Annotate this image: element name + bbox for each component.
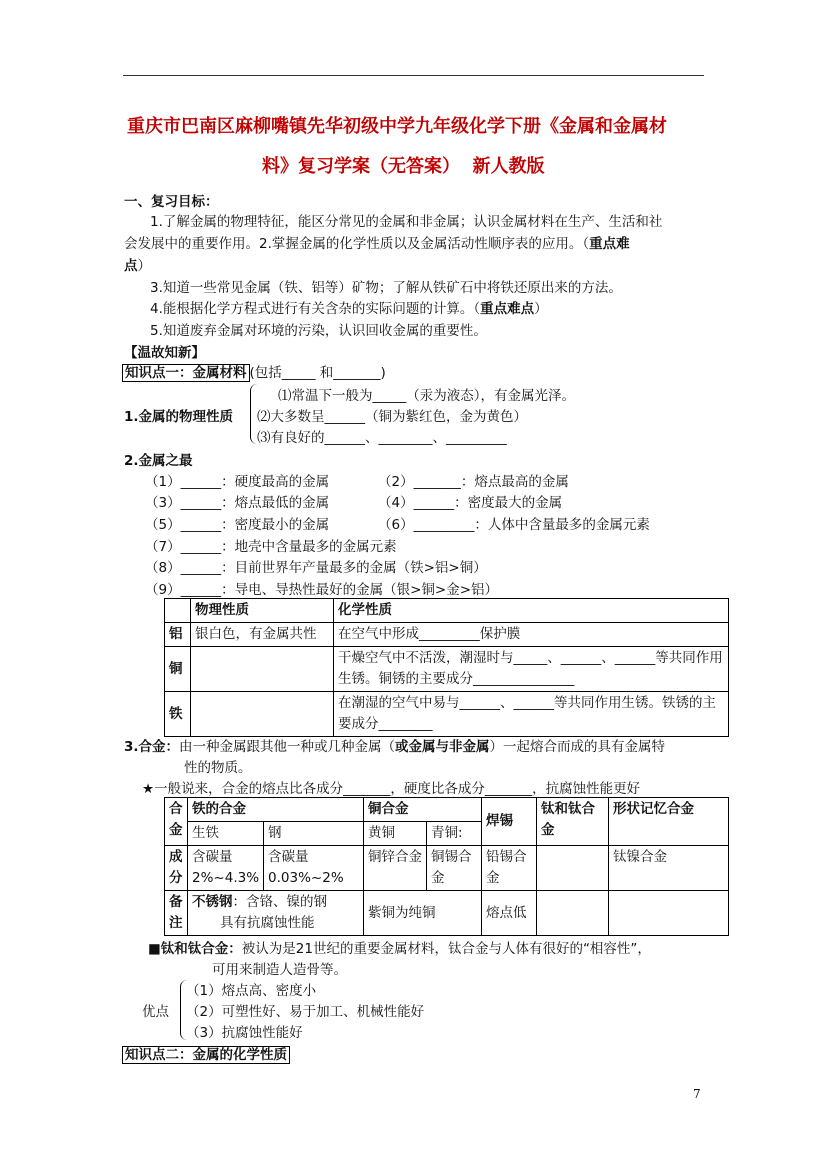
most-item: （6）_________：人体中含量最多的金属元素 — [378, 517, 650, 533]
advantage-item: （2）可塑性好、易于加工、机械性能好 — [186, 1004, 425, 1020]
metal-name: 铝 — [165, 623, 191, 647]
advantage-item: （3）抗腐蚀性能好 — [186, 1025, 303, 1041]
table-cell: 紫铜为纯铜 — [364, 891, 482, 936]
goal-line4: 3.知道一些常见金属（铁、铝等）矿物；了解从铁矿石中将铁还原出来的方法。 — [150, 280, 622, 296]
table-cell — [537, 846, 609, 891]
phys-cell: 银白色，有金属共性 — [191, 623, 334, 647]
titanium-note-cont: 可用来制造人造骨等。 — [212, 962, 347, 978]
alloy-definition-cont: 性的物质。 — [184, 760, 252, 776]
solder-header: 焊锡 — [482, 798, 537, 846]
most-heading: 2.金属之最 — [124, 453, 193, 469]
header-rule — [123, 75, 704, 76]
goals-heading: 一、复习目标： — [124, 194, 219, 210]
table-cell: 熔点低 — [482, 891, 537, 936]
pig-iron-header: 生铁 — [188, 822, 264, 846]
phys-item2: ⑵大多数呈______（铜为紫红色，金为黄色） — [257, 409, 527, 425]
most-item: （7）______：地壳中含量最多的金属元素 — [145, 539, 397, 555]
most-item: （5）______：密度最小的金属 — [145, 517, 330, 533]
table-row — [165, 647, 729, 692]
table-cell: 含碳量 0.03%~2% — [264, 846, 364, 891]
chem-cell: 在潮湿的空气中易与______、______等共同作用生锈。铁锈的主要成分________ — [334, 692, 729, 737]
metal-name: 铁 — [165, 692, 191, 737]
goal-line6: 5.知道废弃金属对环境的污染，认识回收金属的重要性。 — [150, 323, 487, 339]
review-heading: 【温故知新】 — [124, 345, 205, 361]
brass-header: 黄铜 — [364, 822, 427, 846]
goal-line5: 4.能根据化学方程式进行有关含杂的实际问题的计算。（重点难点） — [150, 301, 548, 317]
knowledge-point-2: 知识点二：金属的化学性质 — [122, 1043, 290, 1063]
copper-alloy-header: 铜合金 — [364, 798, 482, 822]
most-item: （2）_______：熔点最高的金属 — [378, 474, 569, 490]
table-cell: 钛镍合金 — [609, 846, 729, 891]
phys-item1: ⑴常温下一般为_____（汞为液态），有金属光泽。 — [278, 388, 575, 404]
bronze-header: 青铜: — [427, 822, 482, 846]
chem-cell: 干燥空气中不活泼，潮湿时与_____、______、______等共同作用生锈。铜锈的主要成分_______________ — [334, 647, 729, 692]
advantage-item: （1）熔点高、密度小 — [186, 983, 317, 999]
metal-properties-table — [164, 598, 729, 737]
table-cell — [609, 891, 729, 936]
table-header: 化学性质 — [334, 599, 729, 623]
row-header-composition: 成分 — [165, 846, 188, 891]
table-cell: 铅锡合金 — [482, 846, 537, 891]
table-cell — [165, 599, 191, 623]
knowledge-point-1: 知识点一：金属材料 (包括_____ 和_______) — [122, 361, 386, 381]
phys-cell — [191, 692, 334, 737]
table-cell — [537, 891, 609, 936]
most-item: （4）______：密度最大的金属 — [378, 495, 563, 511]
chem-cell: 在空气中形成_________保护膜 — [334, 623, 729, 647]
metal-name: 铜 — [165, 647, 191, 692]
table-row — [165, 692, 729, 737]
sma-header: 形状记忆合金 — [609, 798, 729, 846]
table-cell: 含碳量 2%~4.3% — [188, 846, 264, 891]
page-number: 7 — [693, 1087, 701, 1101]
table-cell: 不锈钢：含铬、镍的钢 具有抗腐蚀性能 — [188, 891, 364, 936]
goal-line3: 点） — [124, 258, 151, 274]
table-row — [165, 846, 729, 891]
table-header: 物理性质 — [191, 599, 334, 623]
table-row — [165, 623, 729, 647]
table-cell: 铜锡合金 — [427, 846, 482, 891]
most-item: （1）______：硬度最高的金属 — [145, 474, 330, 490]
table-row — [165, 891, 729, 936]
phys-brace — [250, 384, 257, 444]
phys-cell — [191, 647, 334, 692]
doc-title-line1: 重庆市巴南区麻柳嘴镇先华初级中学九年级化学下册《金属和金属材 — [127, 116, 667, 137]
advantages-label: 优点 — [142, 1004, 169, 1020]
phys-label: 1.金属的物理性质 — [124, 409, 234, 425]
col-header-alloy: 合金 — [165, 798, 188, 846]
alloy-definition: 3.合金：由一种金属跟其他一种或几种金属（或金属与非金属）一起熔合而成的具有金属特 — [124, 739, 666, 755]
goal-line1: 1.了解金属的物理特征，能区分常见的金属和非金属；认识金属材料在生产、生活和社 — [150, 214, 663, 230]
steel-header: 钢 — [264, 822, 364, 846]
phys-item3: ⑶有良好的______、________、_________ — [257, 430, 507, 446]
iron-alloy-header: 铁的合金 — [188, 798, 364, 822]
goal-line2: 会发展中的重要作用。2.掌握金属的化学性质以及金属活动性顺序表的应用。（重点难 — [124, 236, 630, 252]
most-item: （8）______：目前世界年产量最多的金属（铁>铝>铜） — [145, 560, 487, 576]
most-item: （3）______：熔点最低的金属 — [145, 495, 330, 511]
row-header-note: 备注 — [165, 891, 188, 936]
alloy-table — [164, 797, 729, 936]
titanium-header: 钛和钛合金 — [537, 798, 609, 846]
titanium-note: ■钛和钛合金：被认为是21世纪的重要金属材料，钛合金与人体有很好的“相容性”， — [148, 941, 651, 957]
alloy-star-note: ★一般说来，合金的熔点比各成分_______，硬度比各成分_______，抗腐蚀性能更好 — [142, 781, 641, 797]
table-cell: 铜锌合金 — [364, 846, 427, 891]
doc-title-line2: 料》复习学案（无答案） 新人教版 — [262, 156, 545, 177]
most-item: （9）______：导电、导热性最好的金属（银>铜>金>铝） — [145, 582, 499, 598]
